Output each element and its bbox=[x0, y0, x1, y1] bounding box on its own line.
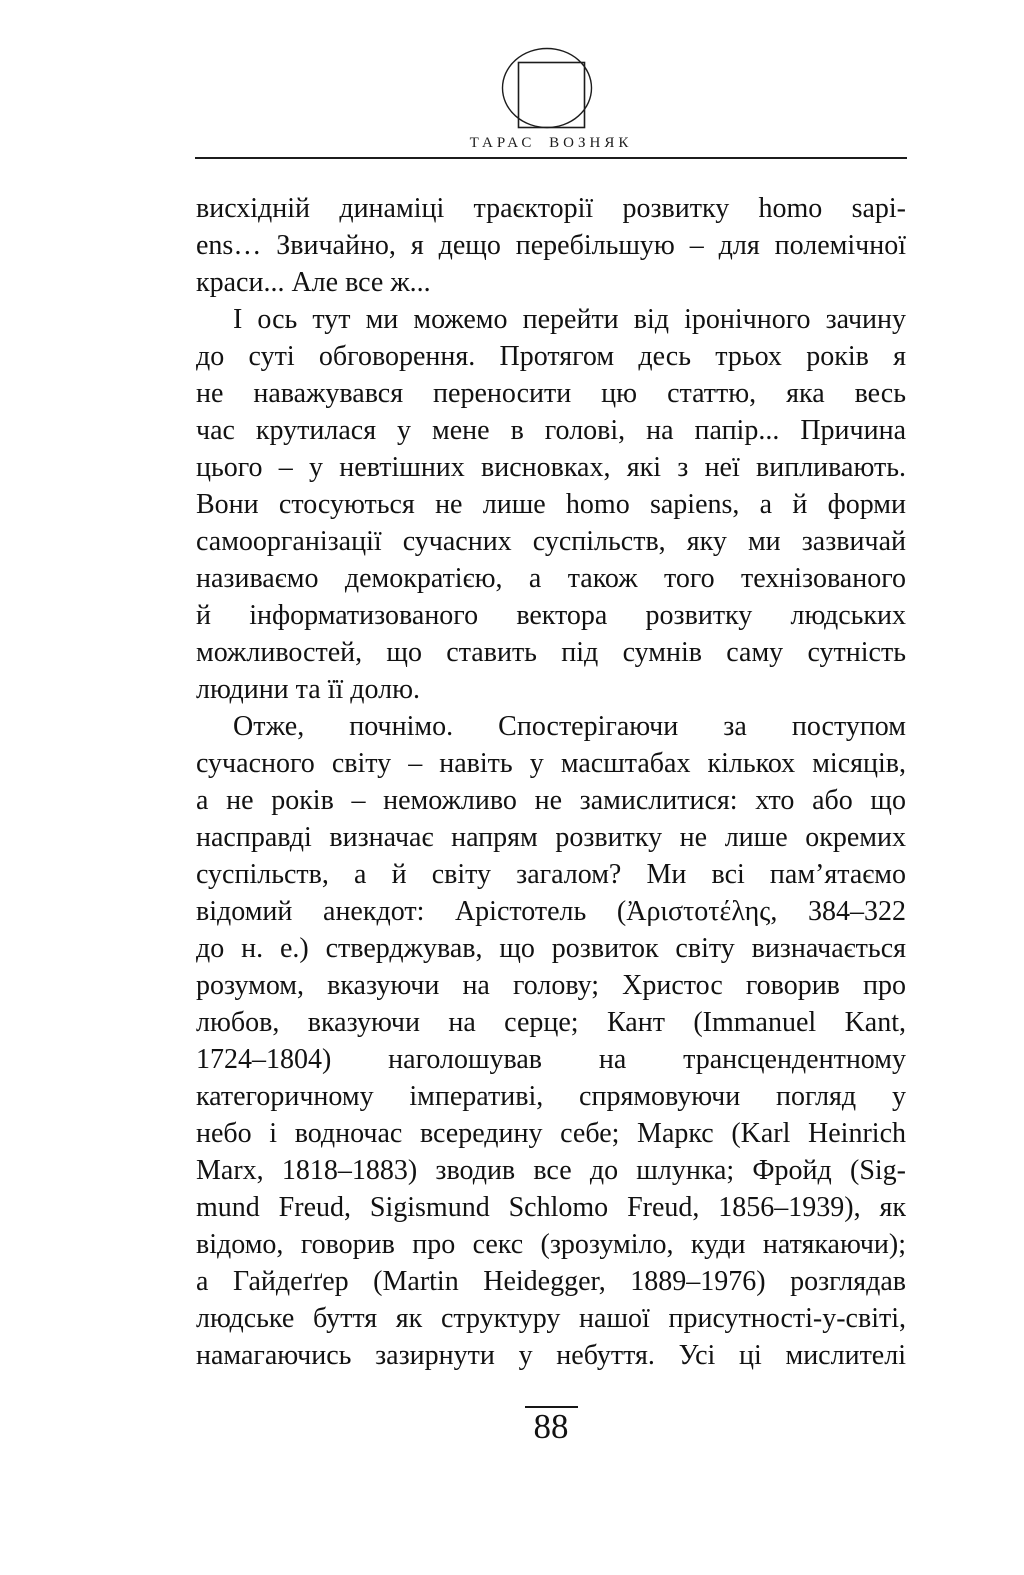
text-line: а Гайдеґґер (Martin Heidegger, 1889–1976) розглядав bbox=[196, 1266, 906, 1297]
text-line: не наважувався переносити цю статтю, яка весь bbox=[196, 378, 906, 409]
page-number-rule bbox=[525, 1406, 578, 1444]
author-name: ТАРАС ВОЗНЯК bbox=[469, 135, 633, 151]
paragraph bbox=[196, 708, 906, 1374]
text-line: mund Freud, Sigismund Schlomo Freud, 1856–1939), як bbox=[196, 1192, 906, 1223]
text-line: намагаючись зазирнути у небуття. Усі ці мислителі bbox=[196, 1340, 906, 1371]
text-line: висхідній динаміці траєкторії розвитку homo sapi- bbox=[196, 193, 906, 224]
text-line: людини та її долю. bbox=[196, 674, 420, 705]
text-line: небо і водночас всередину себе; Маркс (Karl Heinrich bbox=[196, 1118, 906, 1149]
text-line: категоричному імперативі, спрямовуючи погляд у bbox=[196, 1081, 906, 1112]
header-rule bbox=[195, 157, 907, 159]
publisher-logo bbox=[498, 45, 598, 131]
text-line: ens… Звичайно, я дещо перебільшую – для полемічної bbox=[196, 230, 906, 261]
text-line: 1724–1804) наголошував на трансцендентному bbox=[196, 1044, 906, 1075]
text-line: Отже, почнімо. Спостерігаючи за поступом bbox=[233, 711, 906, 742]
text-line: Marx, 1818–1883) зводив все до шлунка; Фройд (Sig- bbox=[196, 1155, 906, 1186]
text-line: цього – у невтішних висновках, які з неї випливають. bbox=[196, 452, 906, 483]
text-line: відомий анекдот: Арістотель (Ἀριστοτέλης, 384–322 bbox=[196, 896, 906, 927]
text-line: Вони стосуються не лише homo sapiens, а й форми bbox=[196, 489, 906, 520]
paragraph bbox=[196, 190, 906, 301]
text-line: краси... Але все ж... bbox=[196, 267, 431, 298]
text-line: а не років – неможливо не замислитися: хто або що bbox=[196, 785, 906, 816]
text-line: самоорганізації сучасних суспільств, яку ми зазвичай bbox=[196, 526, 906, 557]
text-line: відомо, говорив про секс (зрозуміло, куди натякаючи); bbox=[196, 1229, 906, 1260]
text-line: й інформатизованого вектора розвитку людських bbox=[196, 600, 906, 631]
page-footer bbox=[195, 1406, 907, 1444]
circle-square-logo-icon bbox=[498, 45, 598, 131]
text-line: називаємо демократією, а також того технізованого bbox=[196, 563, 906, 594]
text-line: людське буття як структуру нашої присутності-у-світі, bbox=[196, 1303, 906, 1334]
text-line: до суті обговорення. Протягом десь трьох років я bbox=[196, 341, 906, 372]
text-line: можливостей, що ставить під сумнів саму сутність bbox=[196, 637, 906, 668]
paragraph bbox=[196, 301, 906, 708]
text-line: І ось тут ми можемо перейти від іронічного зачину bbox=[233, 304, 906, 335]
text-line: час крутилася у мене в голові, на папір... Причина bbox=[196, 415, 906, 446]
text-line: суспільств, а й світу загалом? Ми всі пам’ятаємо bbox=[196, 859, 906, 890]
text-line: насправді визначає напрям розвитку не лише окремих bbox=[196, 822, 906, 853]
body-text bbox=[196, 190, 906, 1374]
text-line: до н. е.) стверджував, що розвиток світу визначається bbox=[196, 933, 906, 964]
text-line: розумом, вказуючи на голову; Христос говорив про bbox=[196, 970, 906, 1001]
text-line: любов, вказуючи на серце; Кант (Immanuel Kant, bbox=[196, 1007, 906, 1038]
text-line: сучасного світу – навіть у масштабах кількох місяців, bbox=[196, 748, 906, 779]
page-number: 88 bbox=[533, 1407, 569, 1446]
